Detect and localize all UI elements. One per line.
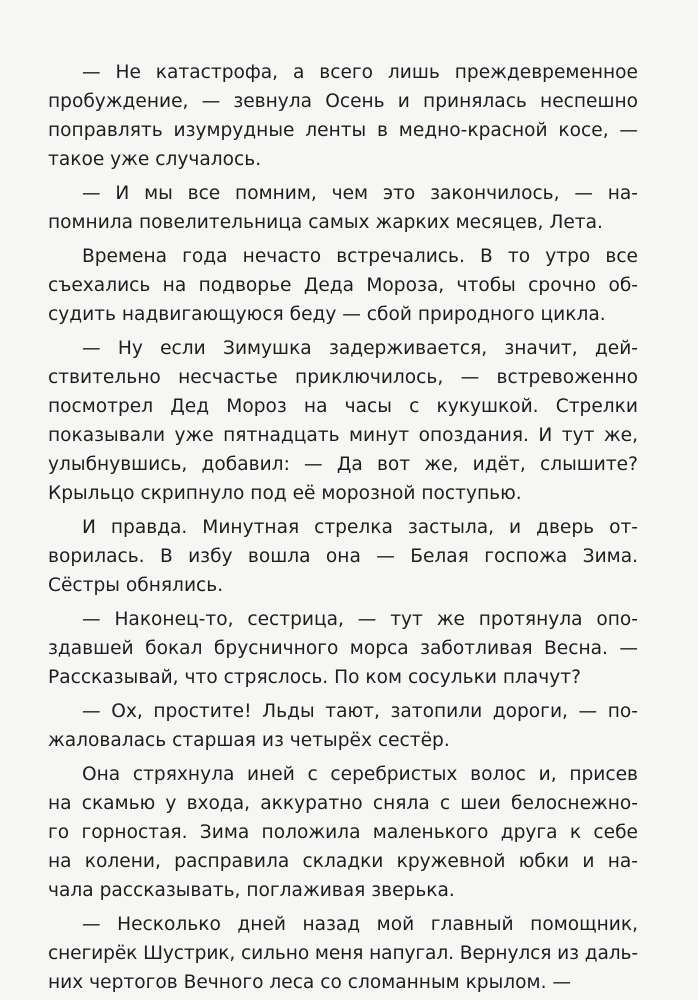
paragraph bbox=[48, 242, 638, 329]
text-line: ворилась. В избу вошла она — Белая госпожа Зима. bbox=[48, 546, 638, 567]
paragraph bbox=[48, 910, 638, 997]
text-line: на колени, расправила складки кружевной юбки и на- bbox=[48, 851, 638, 872]
text-line: пробуждение, — зевнула Осень и принялась неспешно bbox=[48, 91, 638, 112]
text-line: снегирёк Шустрик, сильно меня напугал. Вернулся из даль- bbox=[48, 943, 638, 964]
text-line: — И мы все помним, чем это закончилось, — на- bbox=[82, 183, 638, 204]
text-line: Крыльцо скрипнуло под её морозной поступью. bbox=[48, 483, 522, 504]
text-line: ствительно несчастье приключилось, — встревоженно bbox=[48, 367, 638, 388]
text-line: помнила повелительница самых жарких месяцев, Лета. bbox=[48, 212, 603, 233]
text-line: чала рассказывать, поглаживая зверька. bbox=[48, 880, 455, 901]
text-line: такое уже случалось. bbox=[48, 149, 262, 170]
text-line: здавшей бокал брусничного морса заботливая Весна. — bbox=[48, 638, 638, 659]
text-line: Она стряхнула иней с серебристых волос и, присев bbox=[82, 764, 638, 785]
paragraph bbox=[48, 697, 638, 755]
text-line: — Не катастрофа, а всего лишь преждевременное bbox=[82, 62, 638, 83]
text-line: — Несколько дней назад мой главный помощник, bbox=[82, 914, 638, 935]
paragraph bbox=[48, 760, 638, 905]
text-line: го горностая. Зима положила маленького друга к себе bbox=[48, 822, 638, 843]
text-line: них чертогов Вечного леса со сломанным крылом. — bbox=[48, 972, 571, 993]
text-line: на скамью у входа, аккуратно сняла с шеи белоснежно- bbox=[48, 793, 638, 814]
text-line: улыбнувшись, добавил: — Да вот же, идёт, слышите? bbox=[48, 454, 638, 475]
text-line: съехались на подворье Деда Мороза, чтобы срочно об- bbox=[48, 275, 638, 296]
paragraph bbox=[48, 58, 638, 174]
text-line: — Ох, простите! Льды тают, затопили дороги, — по- bbox=[82, 701, 638, 722]
paragraph bbox=[48, 334, 638, 508]
text-line: посмотрел Дед Мороз на часы с кукушкой. Стрелки bbox=[48, 396, 638, 417]
text-line: Времена года нечасто встречались. В то утро все bbox=[82, 246, 638, 267]
text-line: — Наконец-то, сестрица, — тут же протянула опо- bbox=[82, 609, 638, 630]
text-line: показывали уже пятнадцать минут опоздания. И тут же, bbox=[48, 425, 638, 446]
text-line: жаловалась старшая из четырёх сестёр. bbox=[48, 730, 450, 751]
text-line: поправлять изумрудные ленты в медно-красной косе, — bbox=[48, 120, 638, 141]
text-line: — Ну если Зимушка задерживается, значит, дей- bbox=[82, 338, 638, 359]
text-line: Сёстры обнялись. bbox=[48, 575, 224, 596]
text-line: И правда. Минутная стрелка застыла, и дверь от- bbox=[82, 517, 638, 538]
paragraph bbox=[48, 605, 638, 692]
paragraph bbox=[48, 179, 638, 237]
paragraph bbox=[48, 513, 638, 600]
text-line: судить надвигающуюся беду — сбой природного цикла. bbox=[48, 304, 606, 325]
text-line: Рассказывай, что стряслось. По ком сосульки плачут? bbox=[48, 667, 581, 688]
